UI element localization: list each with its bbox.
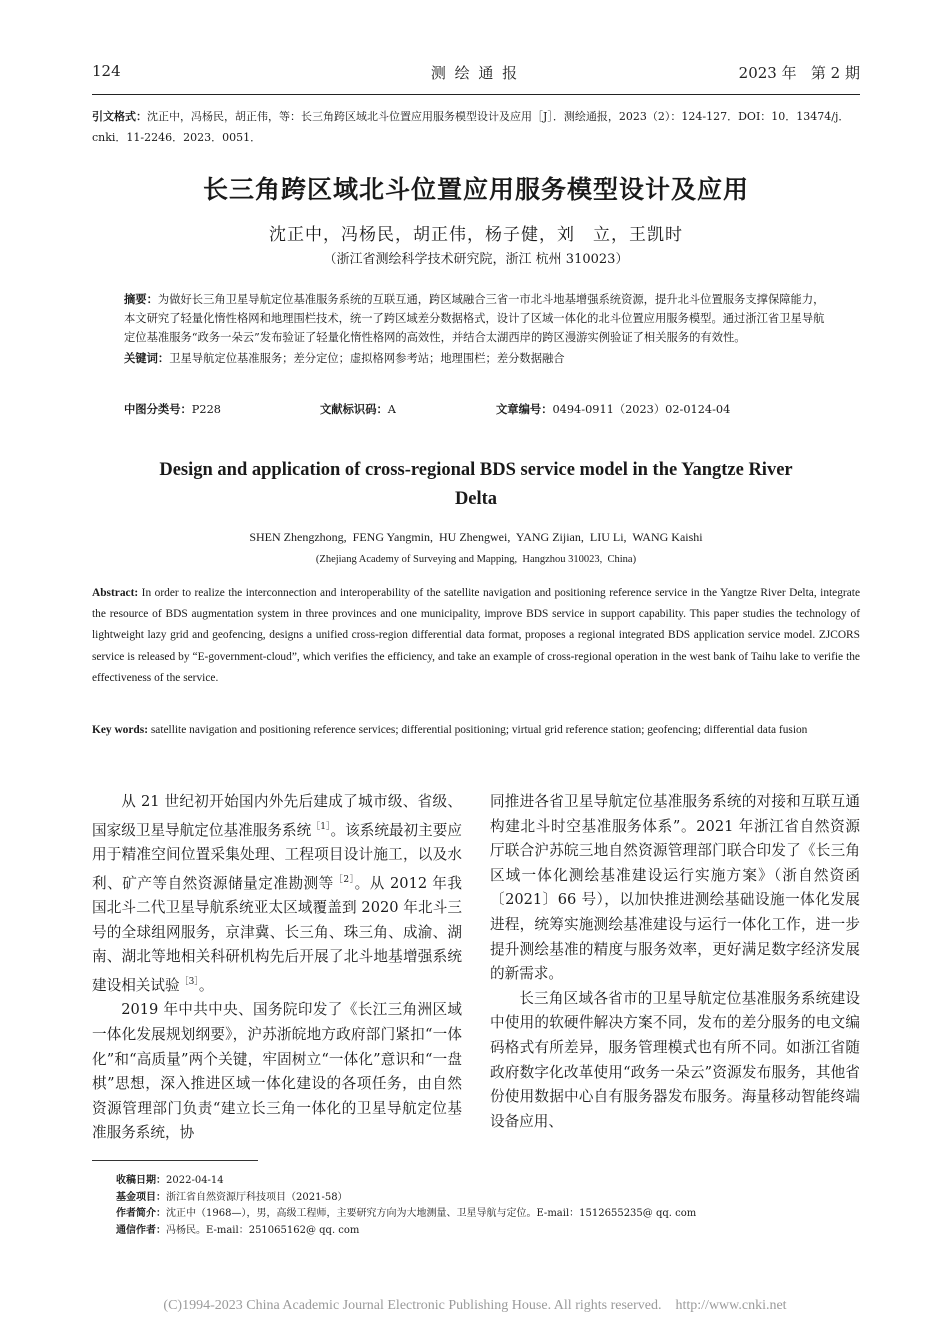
paragraph: 2019 年中共中央、国务院印发了《长江三角洲区域一体化发展规划纲要》，沪苏浙皖地方政府部门紧扣“一体化”和“高质量”两个关键，牢固树立“一体化”意识和“一盘棋”思想，深入推进区域一体化建设的各项任务，由自然资源管理部门负责“建立长三角一体化的卫星导航定位基准服务系统，协 [92, 1001, 462, 1142]
authors-cn: 沈正中，冯杨民，胡正伟，杨子健，刘 立，王凯时 [269, 225, 683, 245]
paragraph: 长三角区域各省市的卫星导航定位基准服务系统建设中使用的软硬件解决方案不同，发布的差分服务的电文编码格式有所差异，服务管理模式也有所不同。如浙江省随政府数字化改革使用“政务一朵云”资源发布服务，其他省份使用数据中心自有服务器发布服务。海量移动智能终端设备应用、 [490, 989, 860, 1130]
body-column-right [490, 790, 860, 1134]
paragraph: 同推进各省卫星导航定位基准服务系统的对接和互联互通构建北斗时空基准服务体系”。2021 年浙江省自然资源厅联合沪苏皖三地自然资源管理部门联合印发了《长三角区域一体化测绘基准建设运行实施方案》（浙自然资函〔2021〕66 号），以加快推进测绘基础设施一体化发展进程，统筹实施测绘基准建设与运行一体化工作，进一步提升测绘基准的精度与服务效率，更好满足数字经济发展的新需求。 [490, 793, 860, 983]
clc-number: 中图分类号：P228 [124, 403, 221, 416]
footnote-received: 收稿日期：2022-04-14 [116, 1175, 224, 1186]
abstract-cn-label: 摘要： [124, 293, 158, 306]
abstract-en-label: Abstract: [92, 587, 139, 599]
keywords-en-text: satellite navigation and positioning reference services; differential positioning; virtual grid reference station; geofencing; differential data fusion [148, 724, 808, 736]
document-code: 文献标识码：A [320, 403, 396, 416]
article-number: 文章编号：0494-0911（2023）02-0124-04 [496, 403, 731, 416]
header-rule [92, 94, 860, 95]
issue-info: 2023 年 第 2 期 [738, 64, 860, 82]
footnotes [116, 1173, 860, 1239]
abstract-cn [124, 290, 834, 347]
citation [92, 106, 860, 148]
citation-label: 引文格式： [92, 110, 147, 123]
body-column-left [92, 790, 462, 1146]
abstract-cn-text: 为做好长三角卫星导航定位基准服务系统的互联互通，跨区域融合三省一市北斗地基增强系统资源，提升北斗位置服务支撑保障能力，本文研究了轻量化惰性格网和地理围栏技术，统一了跨区域差分数据格式，设计了区域一体化的北斗位置应用服务模型。通过浙江省卫星导航定位基准服务“政务一朵云”发布验证了轻量化惰性格网的高效性，并结合太湖西岸的跨区漫游实例验证了相关服务的有效性。 [124, 293, 825, 344]
copyright-notice: (C)1994-2023 China Academic Journal Electronic Publishing House. All rights reserved. http://www.cnki.net [163, 1298, 787, 1313]
keywords-cn [124, 349, 844, 368]
footnote-rule [92, 1160, 258, 1161]
keywords-en [92, 720, 860, 741]
keywords-cn-label: 关键词： [124, 352, 170, 365]
authors-en: SHEN Zhengzhong, FENG Yangmin, HU Zhengwei, YANG Zijian, LIU Li, WANG Kaishi [249, 530, 703, 544]
citation-ref: ［2］ [333, 874, 355, 885]
title-en: Design and application of cross-regional BDS service model in the Yangtze River Delta [159, 460, 793, 509]
citation-ref: ［3］ [179, 976, 199, 987]
abstract-en-text: In order to realize the interconnection and interoperability of the satellite navigation and positioning reference service in the Yangtze River Delta, integrate the resource of BDS augmentation system in three provinces and one municipality, improve BDS service in support capability. This paper studies the technology of lightweight lazy grid and geofencing, designs a unified cross-region differential data format, proposes a regional integrated BDS application service model. ZJCORS service is released by “E-government-cloud”, which verifies the efficiency, and take an example of cross-regional operation in the west bank of Taihu lake to verifie the effectiveness of the service. [92, 587, 860, 684]
affiliation-cn: （浙江省测绘科学技术研究院，浙江 杭州 310023） [323, 252, 629, 267]
abstract-en [92, 583, 860, 689]
footnote-author: 作者简介：沈正中（1968—），男，高级工程师，主要研究方向为大地测量、卫星导航与定位。E-mail：1512655235@ qq. com [116, 1208, 697, 1219]
footnote-funding: 基金项目：浙江省自然资源厅科技项目（2021-58） [116, 1191, 348, 1203]
footnote-corresponding: 通信作者：冯杨民。E-mail：251065162@ qq. com [116, 1224, 360, 1236]
title-cn: 长三角跨区域北斗位置应用服务模型设计及应用 [202, 175, 749, 204]
page-number: 124 [92, 62, 121, 80]
keywords-en-label: Key words: [92, 724, 148, 736]
citation-text: 沈正中，冯杨民，胡正伟，等：长三角跨区域北斗位置应用服务模型设计及应用［J］．测绘通报，2023（2）：124-127．DOI：10．13474/j．cnki．11-2246．2023．0051． [92, 110, 850, 144]
paragraph: 从 21 世纪初开始国内外先后建成了城市级、省级、国家级卫星导航定位基准服务系统$^{[1]}$。该系统最初主要应用于精准空间位置采集处理、工程项目设计施工，以及水利、矿产等自然资源储量定准勘测等$^{[2]}$。从 2012 年我国北斗二代卫星导航系统亚太区域覆盖到 2020 年北斗三号的全球组网服务，京津冀、长三角、珠三角、成渝、湖南、湖北等地相关科研机构先后开展了北斗地基增强系统建设相关试验$^{[3]}$。 [92, 793, 462, 994]
affiliation-en: (Zhejiang Academy of Surveying and Mapping, Hangzhou 310023, China) [315, 554, 637, 565]
citation-ref: ［1］ [311, 821, 331, 832]
journal-name: 测 绘 通 报 [430, 64, 520, 82]
keywords-cn-text: 卫星导航定位基准服务；差分定位；虚拟格网参考站；地理围栏；差分数据融合 [169, 352, 565, 365]
